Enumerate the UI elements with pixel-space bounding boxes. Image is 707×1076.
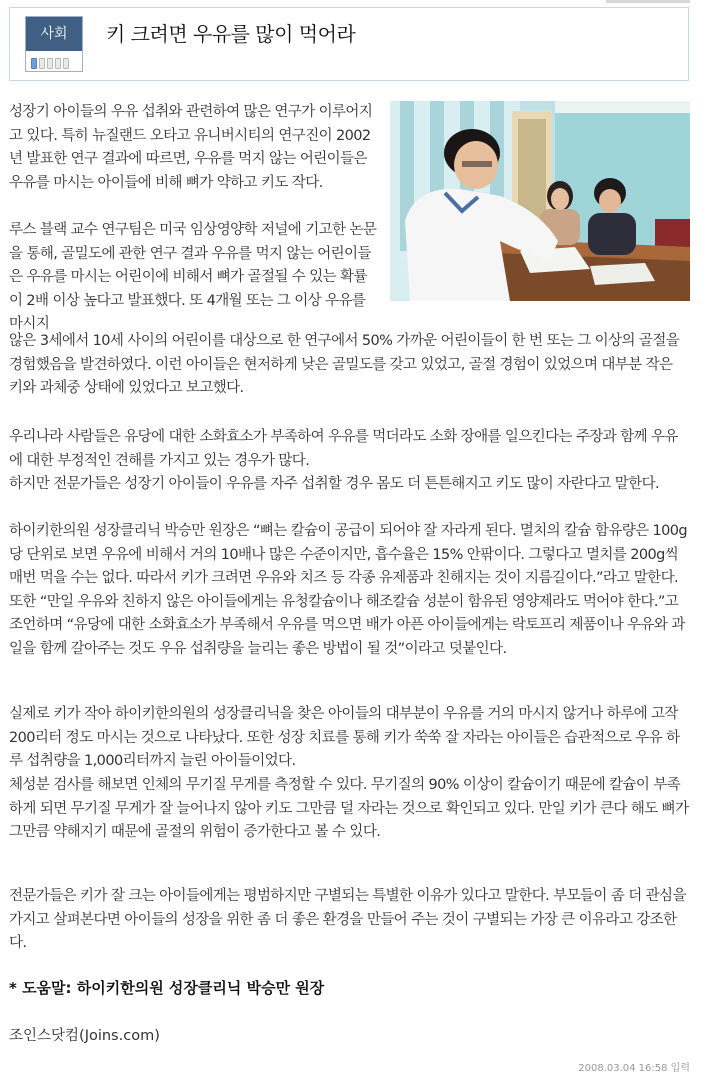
article-photo xyxy=(390,101,690,301)
paragraph: 않은 3세에서 10세 사이의 어린이를 대상으로 한 연구에서 50% 가까운 어린이들이 한 번 또는 그 이상의 골절을 경험했음을 발견하였다. 이런 아이들은 현저하게 낮은 골밀도를 갖고 있었고, 골절 경험이 있었으며 대부분 작은 키와 과체중 상태에 있었다고 보고했다. xyxy=(9,333,680,397)
source-credit: 조인스닷컴(Joins.com) xyxy=(9,1028,160,1044)
paragraph: 하이키한의원 성장클리닉 박승만 원장은 “뼈는 칼슘이 공급이 되어야 잘 자라게 된다. 멸치의 칼슘 함유량은 100g당 단위로 보면 우유에 비해서 거의 10배나 많은 수준이지만, 흡수율은 15% 안팎이다. 그렇다고 멸치를 200g씩 매번 먹을 수는 없다. 따라서 키가 크려면 우유와 치즈 등 각종 유제품과 친해지는 것이 지름길이다.”라고 말한다. 또한 “만일 우유와 친하지 않은 아이들에게는 유청칼슘이나 해조칼슘 성분이 함유된 영양제라도 먹어야 한다.”고 조언하며 “유당에 대한 소화효소가 부족해서 우유를 먹으면 배가 아픈 아이들에게는 락토프리 제품이나 우유와 과일을 함께 갈아주는 것도 우유 섭취량을 늘리는 좋은 방법이 될 것”이라고 덧붙인다. xyxy=(9,523,688,657)
paragraph: 전문가들은 키가 잘 크는 아이들에게는 평범하지만 구별되는 특별한 이유가 있다고 말한다. 부모들이 좀 더 관심을 가지고 살펴본다면 아이들의 성장을 위한 좀 더 좋은 환경을 만들어 주는 것이 구별되는 가장 큰 이유라고 강조한다. xyxy=(9,888,686,952)
publish-timestamp: 2008.03.04 16:58 입력 xyxy=(578,1063,690,1074)
category-badge[interactable] xyxy=(25,16,83,72)
importance-indicator xyxy=(31,58,69,69)
paragraph: 성장기 아이들의 우유 섭취와 관련하여 많은 연구가 이루어지고 있다. 특히 뉴질랜드 오타고 유니버시티의 연구진이 2002년 발표한 연구 결과에 따르면, 우유를 먹지 않는 어린이들은 우유를 마시는 아이들에 비해 뼈가 약하고 키도 작다. xyxy=(9,104,373,191)
paragraph: 체성분 검사를 해보면 인체의 무기질 무게를 측정할 수 있다. 무기질의 90% 이상이 칼슘이기 때문에 칼슘이 부족하게 되면 무기질 무게가 잘 늘어나지 않아 키도 그만큼 덜 자라는 것으로 확인되고 있다. 만일 키가 큰다 해도 뼈가 그만큼 약해지기 때문에 골절의 위험이 증가한다고 볼 수 있다. xyxy=(9,777,689,841)
paragraph: 실제로 키가 작아 하이키한의원의 성장클리닉을 찾은 아이들의 대부분이 우유를 거의 마시지 않거나 하루에 고작 200리터 정도 마시는 것으로 나타났다. 또한 성장 치료를 통해 키가 쑥쑥 잘 자라는 아이들은 습관적으로 우유 하루 섭취량을 1,000리터까지 늘린 아이들이었다. xyxy=(9,706,680,770)
paragraph: 루스 블랙 교수 연구팀은 미국 임상영양학 저널에 기고한 논문을 통해, 골밀도에 관한 연구 결과 우유를 먹지 않는 어린이들은 우유를 마시는 어린이에 비해서 뼈가 골절될 수 있는 확률이 2배 이상 높다고 발표했다. 또 4개월 또는 그 이상 우유를 마시지 xyxy=(9,222,377,333)
article-header xyxy=(9,7,689,81)
paragraph: 우리나라 사람들은 유당에 대한 소화효소가 부족하여 우유를 먹더라도 소화 장애를 일으킨다는 주장과 함께 우유에 대한 부정적인 견해를 가지고 있는 경우가 많다. xyxy=(9,429,678,469)
help-credit: * 도움말: 하이키한의원 성장클리닉 박승만 원장 xyxy=(9,979,325,997)
indicator-dot xyxy=(47,58,53,69)
category-label: 사회 xyxy=(26,17,82,51)
top-tab-strip xyxy=(606,0,690,3)
article-title: 키 크려면 우유를 많이 먹어라 xyxy=(106,22,356,46)
indicator-dot xyxy=(39,58,45,69)
paragraph: 하지만 전문가들은 성장기 아이들이 우유를 자주 섭취할 경우 몸도 더 튼튼해지고 키도 많이 자란다고 말한다. xyxy=(9,476,660,492)
indicator-dot xyxy=(31,58,37,69)
indicator-dot xyxy=(55,58,61,69)
indicator-dot xyxy=(63,58,69,69)
